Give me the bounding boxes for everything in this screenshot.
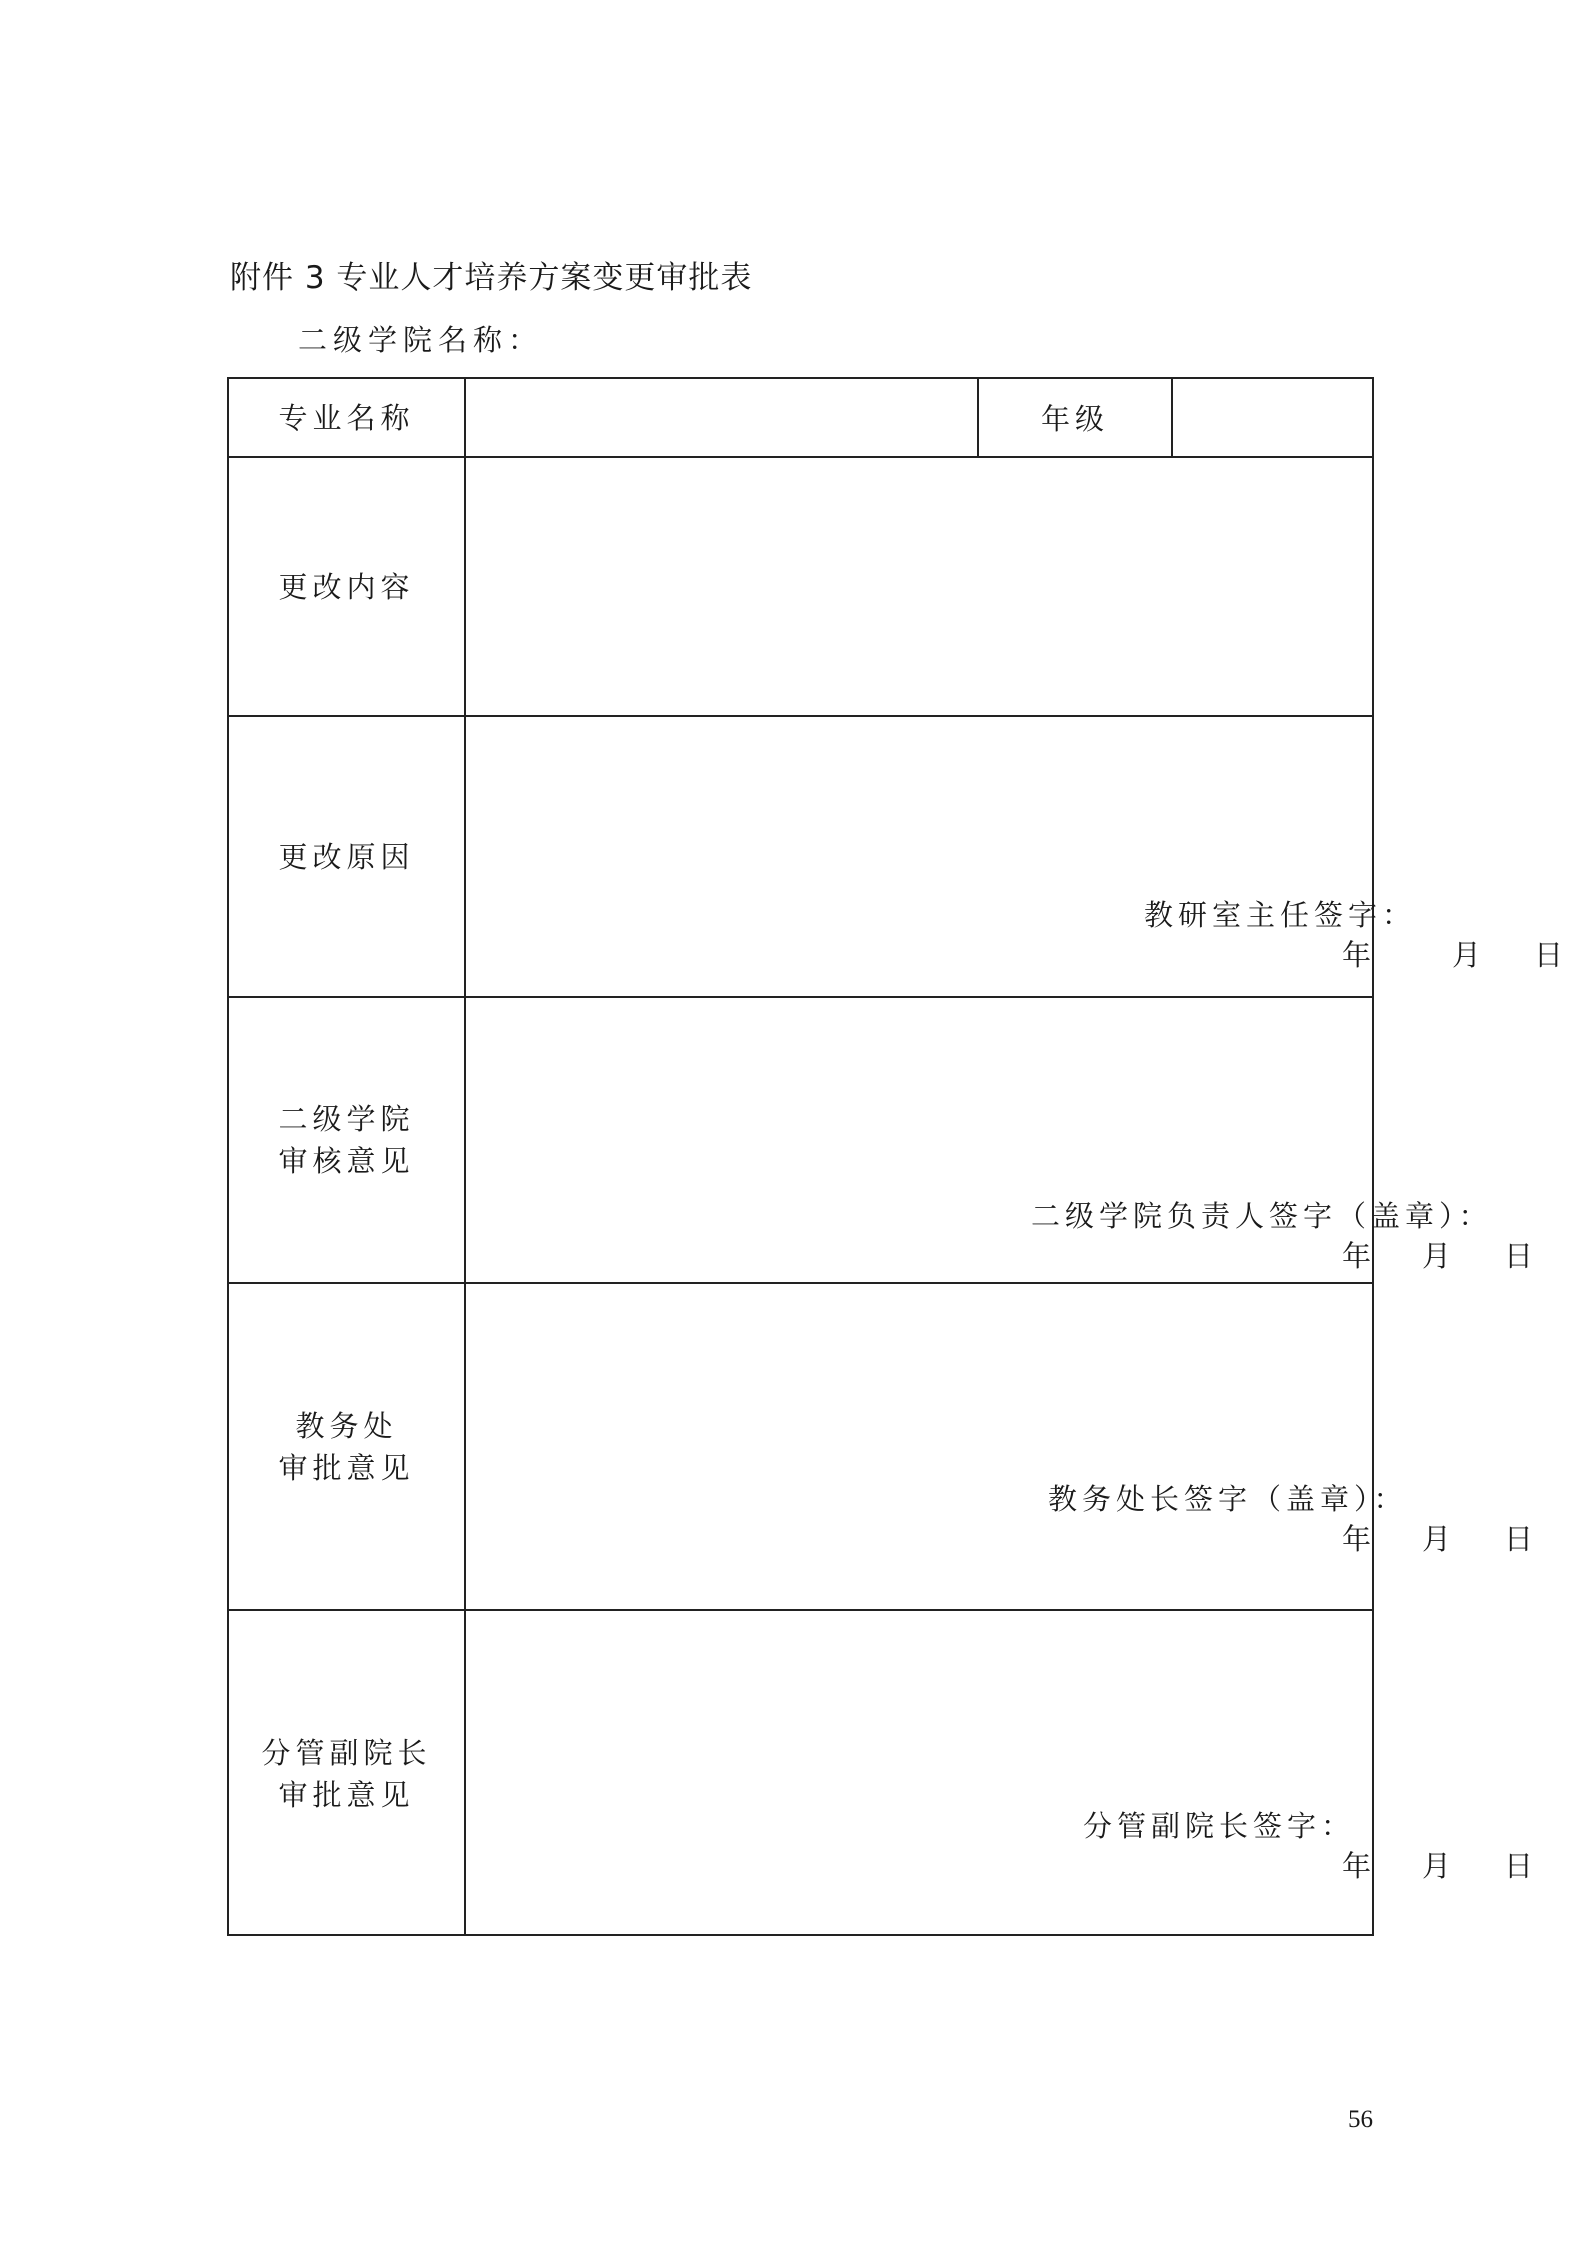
academic-affairs-label-line1: 教务处 bbox=[295, 1408, 398, 1443]
affairs-date-year: 年 bbox=[1342, 1522, 1372, 1556]
college-review-label-line1: 二级学院 bbox=[278, 1102, 415, 1136]
college-date-day: 日 bbox=[1504, 1239, 1534, 1273]
college-date-month: 月 bbox=[1422, 1239, 1452, 1273]
change-reason-label-text: 更改原因 bbox=[278, 839, 415, 874]
document-title: 附件 3 专业人才培养方案变更审批表 bbox=[230, 260, 753, 296]
approval-form-table bbox=[227, 377, 1564, 1936]
college-date-year: 年 bbox=[1342, 1239, 1372, 1273]
reason-date-year: 年 bbox=[1342, 938, 1372, 972]
vice-president-label-line2: 审批意见 bbox=[278, 1777, 415, 1812]
change-reason-row bbox=[229, 717, 1564, 998]
college-review-row bbox=[229, 998, 1534, 1284]
major-name-label-text: 专业名称 bbox=[278, 400, 415, 435]
academic-affairs-row bbox=[229, 1284, 1534, 1611]
vice-president-label-line1: 分管副院长 bbox=[261, 1735, 432, 1770]
major-grade-row bbox=[229, 379, 1372, 458]
college-review-label-line2: 审核意见 bbox=[278, 1144, 415, 1178]
academic-affairs-signature-label: 教务处长签字（盖章）： bbox=[1048, 1482, 1408, 1516]
vice-president-label bbox=[229, 1611, 466, 1936]
academic-affairs-label bbox=[229, 1284, 466, 1609]
college-review-field[interactable] bbox=[466, 998, 1534, 1282]
college-name-label: 二级学院名称： bbox=[298, 323, 544, 357]
vice-president-field[interactable] bbox=[466, 1611, 1534, 1936]
affairs-date-day: 日 bbox=[1504, 1522, 1534, 1556]
vp-date-year: 年 bbox=[1342, 1849, 1372, 1883]
change-reason-label bbox=[229, 717, 466, 996]
academic-affairs-field[interactable] bbox=[466, 1284, 1534, 1609]
college-head-signature-label: 二级学院负责人签字（盖章）： bbox=[1031, 1199, 1493, 1233]
director-signature-label: 教研室主任签字： bbox=[1144, 898, 1417, 932]
change-reason-field[interactable] bbox=[466, 717, 1564, 996]
change-content-label bbox=[229, 458, 466, 715]
academic-affairs-label-line2: 审批意见 bbox=[278, 1450, 415, 1485]
reason-date-month: 月 bbox=[1452, 938, 1482, 972]
major-name-label bbox=[229, 379, 466, 456]
vp-date-month: 月 bbox=[1422, 1849, 1452, 1883]
affairs-date-month: 月 bbox=[1422, 1522, 1452, 1556]
vice-president-signature-label: 分管副院长签字： bbox=[1083, 1809, 1356, 1843]
grade-label bbox=[977, 379, 1173, 456]
vice-president-row bbox=[229, 1611, 1534, 1936]
change-content-row bbox=[229, 458, 1372, 717]
vp-date-day: 日 bbox=[1504, 1849, 1534, 1883]
reason-date-day: 日 bbox=[1534, 938, 1564, 972]
change-content-field[interactable] bbox=[466, 458, 1372, 715]
grade-field[interactable] bbox=[1173, 379, 1372, 456]
grade-label-text: 年级 bbox=[1040, 402, 1109, 436]
change-content-label-text: 更改内容 bbox=[278, 569, 415, 604]
college-review-label bbox=[229, 998, 466, 1282]
page-number: 56 bbox=[1348, 2106, 1373, 2133]
